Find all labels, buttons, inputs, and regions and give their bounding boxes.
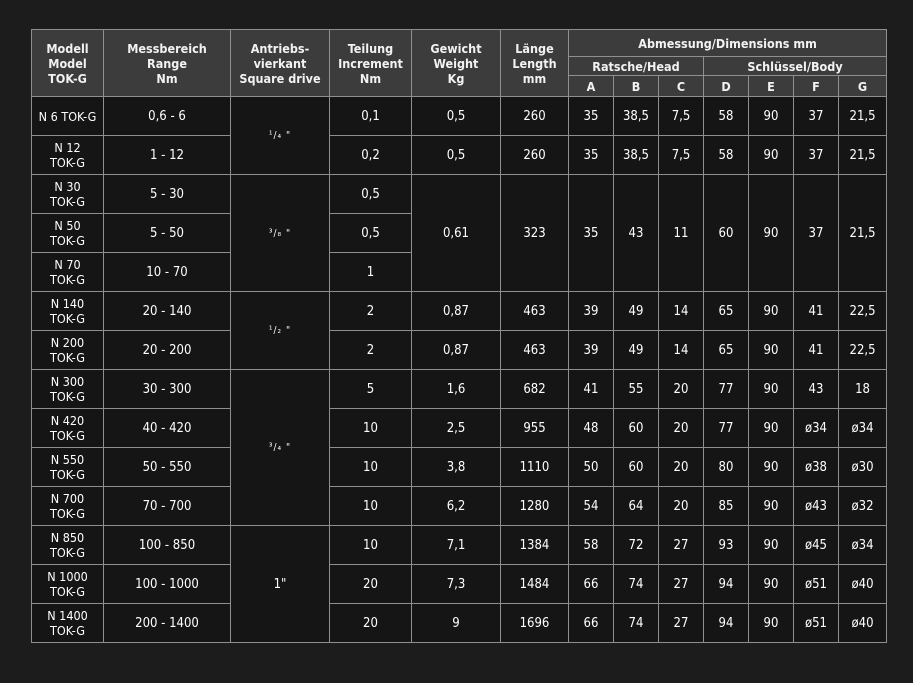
table-row	[32, 370, 887, 409]
dim-f-cell: ø45	[794, 526, 839, 565]
model-cell: N 6 TOK-G	[32, 97, 104, 136]
dim-c-cell: 20	[659, 448, 704, 487]
dim-a-cell: 66	[569, 565, 614, 604]
range-cell: 5 - 50	[104, 214, 231, 253]
dim-d-cell: 65	[704, 292, 749, 331]
increment-cell: 10	[330, 487, 412, 526]
dim-g-cell: ø40	[839, 604, 887, 643]
dim-b-cell: 60	[614, 409, 659, 448]
dim-f-cell: 37	[794, 97, 839, 136]
range-cell: 100 - 850	[104, 526, 231, 565]
dim-g-cell: ø40	[839, 565, 887, 604]
dim-b-cell: 55	[614, 370, 659, 409]
dim-f-cell: ø34	[794, 409, 839, 448]
length-cell: 1484	[501, 565, 569, 604]
model-cell: N 1400 TOK-G	[32, 604, 104, 643]
table-row	[32, 136, 887, 175]
header-dim-b: B	[614, 76, 659, 97]
dim-e-cell: 90	[749, 292, 794, 331]
weight-cell: 2,5	[412, 409, 501, 448]
table-row	[32, 331, 887, 370]
dim-f-cell: 41	[794, 331, 839, 370]
dim-c-cell: 14	[659, 292, 704, 331]
table-row	[32, 292, 887, 331]
dim-e-cell: 90	[749, 487, 794, 526]
dim-d-cell: 80	[704, 448, 749, 487]
length-cell: 463	[501, 292, 569, 331]
header-dim-d: D	[704, 76, 749, 97]
table-row	[32, 604, 887, 643]
length-cell: 323	[501, 175, 569, 292]
drive-cell: ³/₈ "	[231, 175, 330, 292]
increment-cell: 0,2	[330, 136, 412, 175]
dim-b-cell: 43	[614, 175, 659, 292]
header-head: Ratsche/Head	[569, 57, 704, 76]
dim-b-cell: 49	[614, 292, 659, 331]
drive-cell: ³/₄ "	[231, 370, 330, 526]
increment-cell: 0,5	[330, 214, 412, 253]
range-cell: 0,6 - 6	[104, 97, 231, 136]
drive-cell: ¹/₄ "	[231, 97, 330, 175]
weight-cell: 9	[412, 604, 501, 643]
increment-cell: 1	[330, 253, 412, 292]
dim-b-cell: 38,5	[614, 136, 659, 175]
dim-e-cell: 90	[749, 331, 794, 370]
dim-c-cell: 7,5	[659, 97, 704, 136]
dim-e-cell: 90	[749, 565, 794, 604]
header-weight: Gewicht Weight Kg	[412, 30, 501, 97]
dim-d-cell: 58	[704, 97, 749, 136]
header-model: Modell Model TOK-G	[32, 30, 104, 97]
dim-b-cell: 74	[614, 565, 659, 604]
header-dim-e: E	[749, 76, 794, 97]
model-cell: N 30 TOK-G	[32, 175, 104, 214]
dim-a-cell: 35	[569, 136, 614, 175]
model-cell: N 420 TOK-G	[32, 409, 104, 448]
header-drive: Antriebs- vierkant Square drive	[231, 30, 330, 97]
dim-d-cell: 58	[704, 136, 749, 175]
dim-d-cell: 93	[704, 526, 749, 565]
dim-d-cell: 60	[704, 175, 749, 292]
increment-cell: 10	[330, 526, 412, 565]
increment-cell: 0,1	[330, 97, 412, 136]
length-cell: 260	[501, 136, 569, 175]
dim-d-cell: 65	[704, 331, 749, 370]
table-row	[32, 565, 887, 604]
dim-g-cell: 21,5	[839, 175, 887, 292]
weight-cell: 0,87	[412, 331, 501, 370]
weight-cell: 7,1	[412, 526, 501, 565]
dim-a-cell: 50	[569, 448, 614, 487]
range-cell: 30 - 300	[104, 370, 231, 409]
increment-cell: 2	[330, 292, 412, 331]
length-cell: 260	[501, 97, 569, 136]
weight-cell: 0,61	[412, 175, 501, 292]
dim-d-cell: 77	[704, 370, 749, 409]
drive-cell: 1"	[231, 526, 330, 643]
weight-cell: 6,2	[412, 487, 501, 526]
dim-c-cell: 20	[659, 370, 704, 409]
dim-c-cell: 27	[659, 604, 704, 643]
dim-f-cell: ø51	[794, 565, 839, 604]
increment-cell: 10	[330, 409, 412, 448]
header-body: Schlüssel/Body	[704, 57, 887, 76]
dim-c-cell: 11	[659, 175, 704, 292]
model-cell: N 50 TOK-G	[32, 214, 104, 253]
dim-b-cell: 72	[614, 526, 659, 565]
model-cell: N 700 TOK-G	[32, 487, 104, 526]
spec-table-body	[32, 97, 887, 643]
table-row	[32, 97, 887, 136]
header-dim-g: G	[839, 76, 887, 97]
range-cell: 40 - 420	[104, 409, 231, 448]
range-cell: 50 - 550	[104, 448, 231, 487]
dim-g-cell: 21,5	[839, 136, 887, 175]
increment-cell: 20	[330, 604, 412, 643]
dim-e-cell: 90	[749, 136, 794, 175]
dim-f-cell: 41	[794, 292, 839, 331]
dim-b-cell: 38,5	[614, 97, 659, 136]
torque-wrench-spec-table	[31, 29, 887, 643]
dim-f-cell: ø38	[794, 448, 839, 487]
length-cell: 1110	[501, 448, 569, 487]
dim-g-cell: 22,5	[839, 331, 887, 370]
dim-b-cell: 60	[614, 448, 659, 487]
dim-f-cell: ø43	[794, 487, 839, 526]
table-row	[32, 175, 887, 214]
weight-cell: 0,5	[412, 136, 501, 175]
weight-cell: 7,3	[412, 565, 501, 604]
model-cell: N 850 TOK-G	[32, 526, 104, 565]
dim-f-cell: 37	[794, 136, 839, 175]
dim-b-cell: 49	[614, 331, 659, 370]
dim-g-cell: 18	[839, 370, 887, 409]
range-cell: 200 - 1400	[104, 604, 231, 643]
dim-a-cell: 39	[569, 331, 614, 370]
dim-c-cell: 7,5	[659, 136, 704, 175]
dim-g-cell: ø30	[839, 448, 887, 487]
dim-a-cell: 35	[569, 175, 614, 292]
length-cell: 1280	[501, 487, 569, 526]
weight-cell: 1,6	[412, 370, 501, 409]
table-row	[32, 448, 887, 487]
length-cell: 463	[501, 331, 569, 370]
increment-cell: 2	[330, 331, 412, 370]
dim-a-cell: 39	[569, 292, 614, 331]
length-cell: 1384	[501, 526, 569, 565]
range-cell: 5 - 30	[104, 175, 231, 214]
table-row	[32, 409, 887, 448]
model-cell: N 300 TOK-G	[32, 370, 104, 409]
dim-c-cell: 20	[659, 487, 704, 526]
range-cell: 100 - 1000	[104, 565, 231, 604]
dim-b-cell: 74	[614, 604, 659, 643]
spec-table-wrapper	[31, 29, 887, 643]
dim-d-cell: 77	[704, 409, 749, 448]
range-cell: 20 - 140	[104, 292, 231, 331]
table-row	[32, 526, 887, 565]
model-cell: N 70 TOK-G	[32, 253, 104, 292]
dim-e-cell: 90	[749, 526, 794, 565]
dim-c-cell: 14	[659, 331, 704, 370]
dim-a-cell: 54	[569, 487, 614, 526]
dim-g-cell: 21,5	[839, 97, 887, 136]
header-dim-f: F	[794, 76, 839, 97]
dim-c-cell: 20	[659, 409, 704, 448]
header-dim-c: C	[659, 76, 704, 97]
dim-a-cell: 35	[569, 97, 614, 136]
dim-a-cell: 41	[569, 370, 614, 409]
header-dimensions: Abmessung/Dimensions mm	[569, 30, 887, 57]
model-cell: N 200 TOK-G	[32, 331, 104, 370]
range-cell: 10 - 70	[104, 253, 231, 292]
dim-e-cell: 90	[749, 604, 794, 643]
dim-d-cell: 94	[704, 604, 749, 643]
table-row	[32, 487, 887, 526]
increment-cell: 5	[330, 370, 412, 409]
dim-c-cell: 27	[659, 526, 704, 565]
dim-d-cell: 94	[704, 565, 749, 604]
dim-g-cell: ø32	[839, 487, 887, 526]
model-cell: N 1000 TOK-G	[32, 565, 104, 604]
model-cell: N 140 TOK-G	[32, 292, 104, 331]
weight-cell: 0,5	[412, 97, 501, 136]
increment-cell: 10	[330, 448, 412, 487]
dim-a-cell: 48	[569, 409, 614, 448]
header-increment: Teilung Increment Nm	[330, 30, 412, 97]
dim-c-cell: 27	[659, 565, 704, 604]
weight-cell: 0,87	[412, 292, 501, 331]
header-range: Messbereich Range Nm	[104, 30, 231, 97]
length-cell: 682	[501, 370, 569, 409]
increment-cell: 0,5	[330, 175, 412, 214]
weight-cell: 3,8	[412, 448, 501, 487]
dim-g-cell: ø34	[839, 526, 887, 565]
dim-e-cell: 90	[749, 448, 794, 487]
dim-b-cell: 64	[614, 487, 659, 526]
model-cell: N 550 TOK-G	[32, 448, 104, 487]
dim-a-cell: 66	[569, 604, 614, 643]
dim-g-cell: ø34	[839, 409, 887, 448]
header-dim-a: A	[569, 76, 614, 97]
range-cell: 70 - 700	[104, 487, 231, 526]
range-cell: 20 - 200	[104, 331, 231, 370]
header-length: Länge Length mm	[501, 30, 569, 97]
drive-cell: ¹/₂ "	[231, 292, 330, 370]
dim-f-cell: ø51	[794, 604, 839, 643]
dim-d-cell: 85	[704, 487, 749, 526]
dim-f-cell: 43	[794, 370, 839, 409]
length-cell: 1696	[501, 604, 569, 643]
length-cell: 955	[501, 409, 569, 448]
dim-e-cell: 90	[749, 175, 794, 292]
range-cell: 1 - 12	[104, 136, 231, 175]
dim-e-cell: 90	[749, 370, 794, 409]
dim-a-cell: 58	[569, 526, 614, 565]
dim-g-cell: 22,5	[839, 292, 887, 331]
increment-cell: 20	[330, 565, 412, 604]
dim-e-cell: 90	[749, 409, 794, 448]
model-cell: N 12 TOK-G	[32, 136, 104, 175]
dim-e-cell: 90	[749, 97, 794, 136]
dim-f-cell: 37	[794, 175, 839, 292]
